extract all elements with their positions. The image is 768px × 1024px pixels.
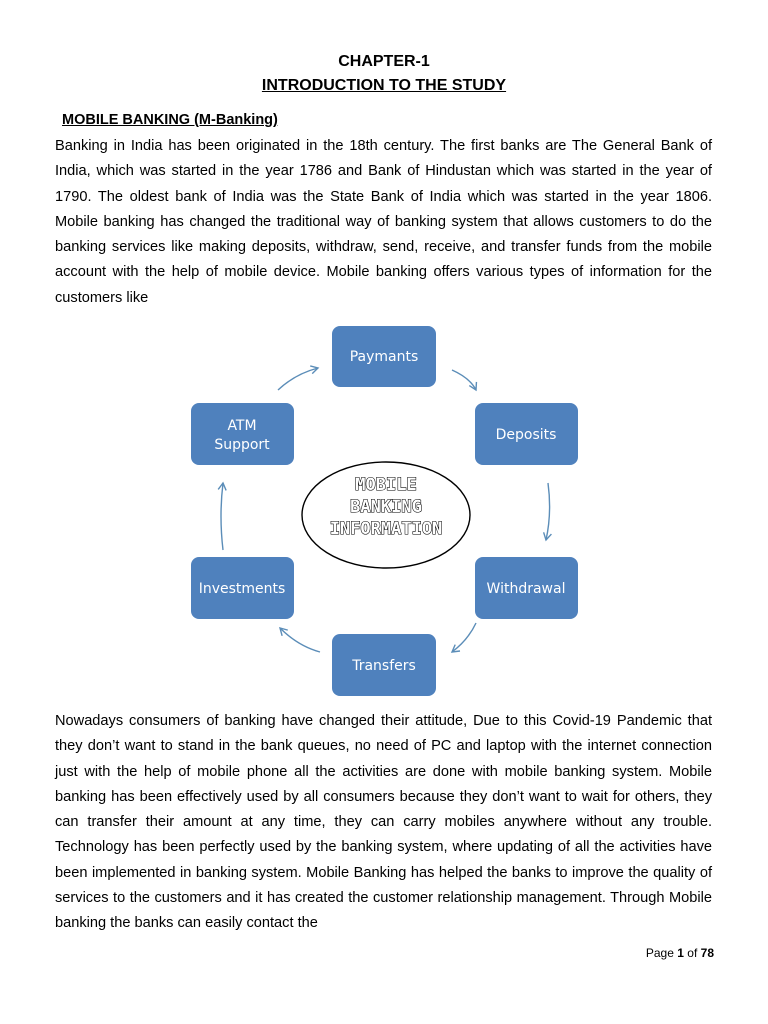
- node-transfers: [332, 634, 436, 696]
- arrow-atm-to-payments: [278, 368, 318, 390]
- mobile-banking-diagram: [180, 318, 600, 703]
- node-atm-support: [191, 403, 294, 465]
- arrow-withdrawal-to-transfers: [452, 623, 476, 652]
- center-label-line2: BANKING: [350, 497, 422, 517]
- section-heading: MOBILE BANKING (M-Banking): [62, 112, 278, 128]
- svg-text:Paymants: Paymants: [349, 349, 419, 365]
- paragraph-intro: Banking in India has been originated in the 18th century. The first banks are The General Bank of India, which was started in the year 1786 and Bank of Hindustan which was started in the year of 1790. The oldest bank of India was the State Bank of India which was started in the year 1806. Mobile banking has changed the traditional way of banking system that allows customers to do the banking services like making deposits, withdraw, send, receive, and transfer funds from the mobile account with the help of mobile device. Mobile banking offers various types of information for the customers like: [55, 138, 712, 306]
- node-withdrawal: [475, 557, 578, 619]
- chapter-title: INTRODUCTION TO THE STUDY: [261, 77, 507, 94]
- center-label-line1: MOBILE: [355, 475, 417, 495]
- arrow-deposits-to-withdrawal: [546, 483, 550, 540]
- center-label-line3: INFORMATION: [329, 519, 443, 539]
- footer-current-page: 1: [677, 946, 684, 960]
- svg-text:Withdrawal: Withdrawal: [486, 581, 566, 597]
- arrow-transfers-to-investments: [280, 628, 320, 652]
- node-payments: [332, 326, 436, 387]
- chapter-number: CHAPTER-1: [338, 53, 430, 70]
- footer-total-pages: 78: [700, 946, 714, 960]
- svg-text:Deposits: Deposits: [495, 427, 557, 443]
- svg-text:Investments: Investments: [198, 581, 286, 597]
- arrow-investments-to-atm: [221, 483, 223, 550]
- footer-page-word: Page: [645, 946, 674, 960]
- footer-of-word: of: [687, 946, 698, 960]
- node-investments: [191, 557, 294, 619]
- page-footer: [646, 946, 714, 960]
- diagram-center: [302, 462, 470, 568]
- arrow-payments-to-deposits: [452, 370, 476, 390]
- svg-text:ATM: ATM: [227, 418, 257, 434]
- svg-text:Transfers: Transfers: [352, 658, 416, 674]
- node-deposits: [475, 403, 578, 465]
- paragraph-covid: Nowadays consumers of banking have changed their attitude, Due to this Covid-19 Pandemic that they don’t want to stand in the bank queues, no need of PC and laptop with the internet connection just with the help of mobile phone all the activities are done with mobile banking system. Mobile banking has been effectively used by all consumers because they don’t want to wait for others, they can transfer their amount at any time, they can carry mobiles anywhere without any trouble. Technology has been perfectly used by the banking system, where updating of all the activities have been implemented in banking system. Mobile Banking has helped the banks to improve the quality of services to the customers and it has created the customer relationship management. Through Mobile banking the banks can easily contact the: [55, 713, 712, 932]
- svg-text:Support: Support: [214, 437, 270, 453]
